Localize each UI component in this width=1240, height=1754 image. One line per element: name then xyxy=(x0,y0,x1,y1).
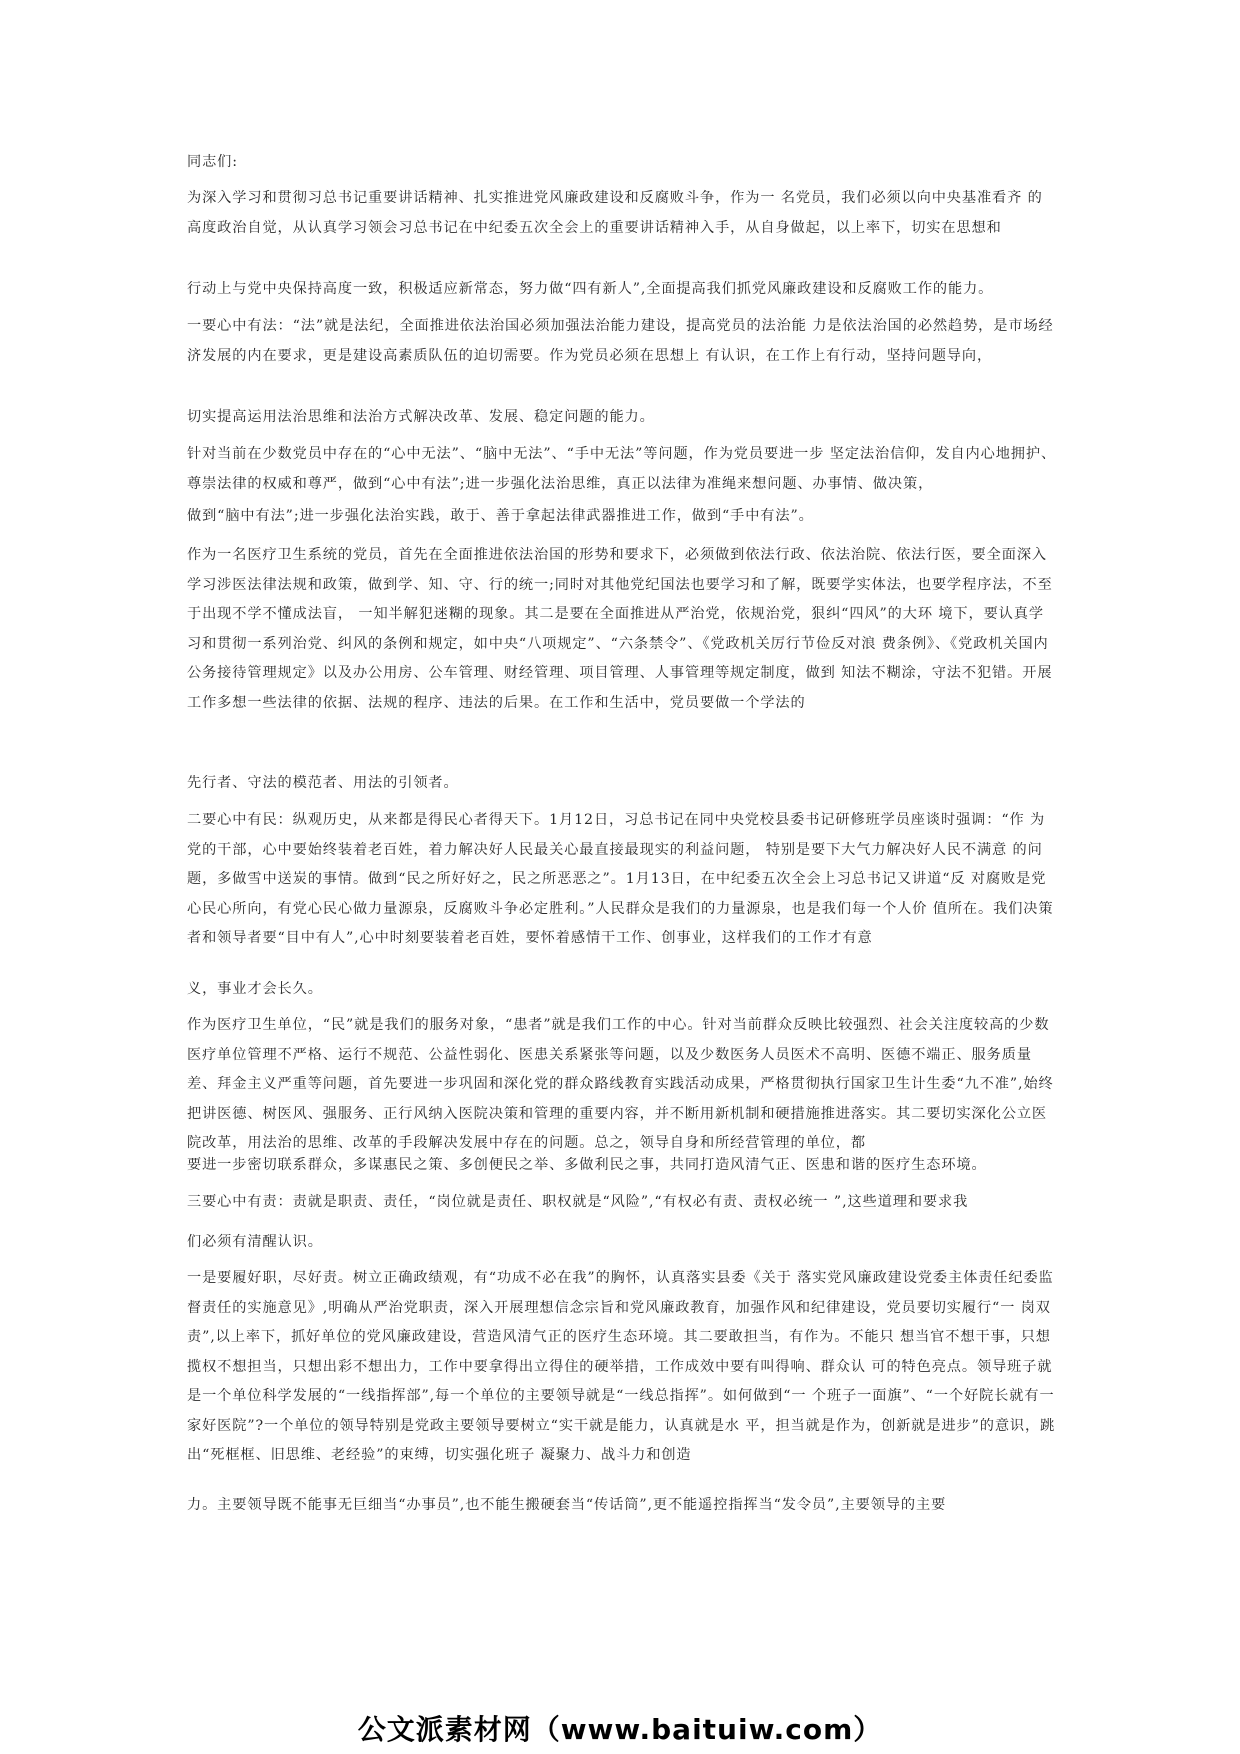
paragraph-medical-law: 作为一名医疗卫生系统的党员，首先在全面推进依法治国的形势和要求下，必须做到依法行政、依法治院、依法行医，要全面深入学习涉医法律法规和政策，做到学、知、守、行的统一;同时对其他党纪国法也要学习和了解，既要学实体法，也要学程序法，不至于出现不学不懂成法盲， 一知半解犯迷糊的现象。其二是要在全面推进从严治党，依规治党，狠纠“四风”的大环 境下，要认真学习和贯彻一系列治党、纠风的条例和规定，如中央“八项规定”、“六条禁令”、《党政机关厉行节俭反对浪 费条例》、《党政机关国内公务接待管理规定》以及办公用房、公车管理、财经管理、项目管理、人事管理等规定制度，做到 知法不糊涂，守法不犯错。开展工作多想一些法律的依据、法规的程序、违法的后果。在工作和生活中，党员要做一个学法的 xyxy=(187,547,1053,711)
paragraph-people-continued: 义，事业才会长久。 xyxy=(187,981,323,997)
paragraph-duty: 一是要履好职，尽好责。树立正确政绩观，有“功成不必在我”的胸怀，认真落实县委《关于 落实党风廉政建设党委主体责任纪委监督责任的实施意见》,明确从严治党职责，深入开展理想信念宗旨和党风廉政教育，加强作风和纪律建设，党员要切实履行“一 岗双责”,以上率下，抓好单位的党风廉政建设，营造风清气正的医疗生态环境。其二要敢担当，有作为。不能只 想当官不想干事，只想揽权不想担当，只想出彩不想出力，工作中要拿得出立得住的硬举措，工作成效中要有叫得响、群众认 可的特色亮点。领导班子就是一个单位科学发展的“一线指挥部”,每一个单位的主要领导就是“一线总指挥”。如何做到“一 个班子一面旗”、“一个好院长就有一家好医院”?一个单位的领导特别是党政主要领导要树立“实干就是能力，认真就是水 平，担当就是作为，创新就是进步”的意识，跳出“死框框、旧思维、老经验”的束缚，切实强化班子 凝聚力、战斗力和创造 xyxy=(187,1270,1056,1463)
paragraph-medical-people-continued: 要进一步密切联系群众，多谋惠民之策、多创便民之举、多做利民之事，共同打造风清气正、医患和谐的医疗生态环境。 xyxy=(187,1157,987,1173)
paragraph-intro: 为深入学习和贯彻习总书记重要讲话精神、扎实推进党风廉政建设和反腐败斗争，作为一 名党员，我们必须以向中央基准看齐 的高度政治自觉，从认真学习领会习总书记在中纪委五次全会上的重要讲话精神入手，从自身做起，以上率下，切实在思想和 xyxy=(187,190,1043,236)
watermark-footer: 公文派素材网（www.baituiw.com） xyxy=(357,1713,883,1746)
paragraph-law-problems-continued: 做到“脑中有法”;进一步强化法治实践，敢于、善于拿起法律武器推进工作，做到“手中有法”。 xyxy=(187,508,814,524)
paragraph-responsibility-continued: 们必须有清醒认识。 xyxy=(187,1234,323,1250)
paragraph-responsibility: 三要心中有责：责就是职责、责任，“岗位就是责任、职权就是“风险”,“有权必有责、责权必统一 ”,这些道理和要求我 xyxy=(187,1194,969,1210)
paragraph-medical-law-continued: 先行者、守法的模范者、用法的引领者。 xyxy=(187,775,459,791)
paragraph-duty-continued: 力。主要领导既不能事无巨细当“办事员”,也不能生搬硬套当“传话筒”,更不能遥控指挥当“发令员”,主要领导的主要 xyxy=(187,1497,947,1513)
paragraph-medical-people: 作为医疗卫生单位，“民”就是我们的服务对象，“患者”就是我们工作的中心。针对当前群众反映比较强烈、社会关注度较高的少数医疗单位管理不严格、运行不规范、公益性弱化、医患关系紧张等问题，以及少数医务人员医术不高明、医德不端正、服务质量差、拜金主义严重等问题，首先要进一步巩固和深化党的群众路线教育实践活动成果，严格贯彻执行国家卫生计生委“九不准”,始终把讲医德、树医风、强服务、正行风纳入医院决策和管理的重要内容，并不断用新机制和硬措施推进落实。其二要切实深化公立医院改革，用法治的思维、改革的手段解决发展中存在的问题。总之，领导自身和所经营管理的单位，都 xyxy=(187,1017,1054,1151)
paragraph-law-problems: 针对当前在少数党员中存在的“心中无法”、“脑中无法”、“手中无法”等问题，作为党员要进一步 坚定法治信仰，发自内心地拥护、尊崇法律的权威和尊严，做到“心中有法”;进一步强化法治思维，真正以法律为准绳来想问题、办事情、做决策， xyxy=(187,446,1057,492)
paragraph-law-continued: 切实提高运用法治思维和法治方式解决改革、发展、稳定问题的能力。 xyxy=(187,409,655,425)
paragraph-law: 一要心中有法：“法”就是法纪，全面推进依法治国必须加强法治能力建设，提高党员的法治能 力是依法治国的必然趋势，是市场经济发展的内在要求，更是建设高素质队伍的迫切需要。作为党员必须在思想上 有认识，在工作上有行动，坚持问题导向， xyxy=(187,318,1054,364)
paragraph-people: 二要心中有民：纵观历史，从来都是得民心者得天下。1月12日，习总书记在同中央党校县委书记研修班学员座谈时强调：“作 为党的干部，心中要始终装着老百姓，着力解决好人民最关心最直接最现实的利益问题， 特别是要下大气力解决好人民不满意 的问题，多做雪中送炭的事情。做到“民之所好好之，民之所恶恶之”。1月13日，在中纪委五次全会上习总书记又讲道“反 对腐败是党心民心所向，有党心民心做力量源泉，反腐败斗争必定胜利。”人民群众是我们的力量源泉，也是我们每一个人价 值所在。我们决策者和领导者要“目中有人”,心中时刻要装着老百姓，要怀着感情干工作、创事业，这样我们的工作才有意 xyxy=(187,812,1054,946)
salutation: 同志们: xyxy=(187,154,238,170)
paragraph-intro-continued: 行动上与党中央保持高度一致，积极适应新常态，努力做“四有新人”,全面提高我们抓党风廉政建设和反腐败工作的能力。 xyxy=(187,281,994,297)
